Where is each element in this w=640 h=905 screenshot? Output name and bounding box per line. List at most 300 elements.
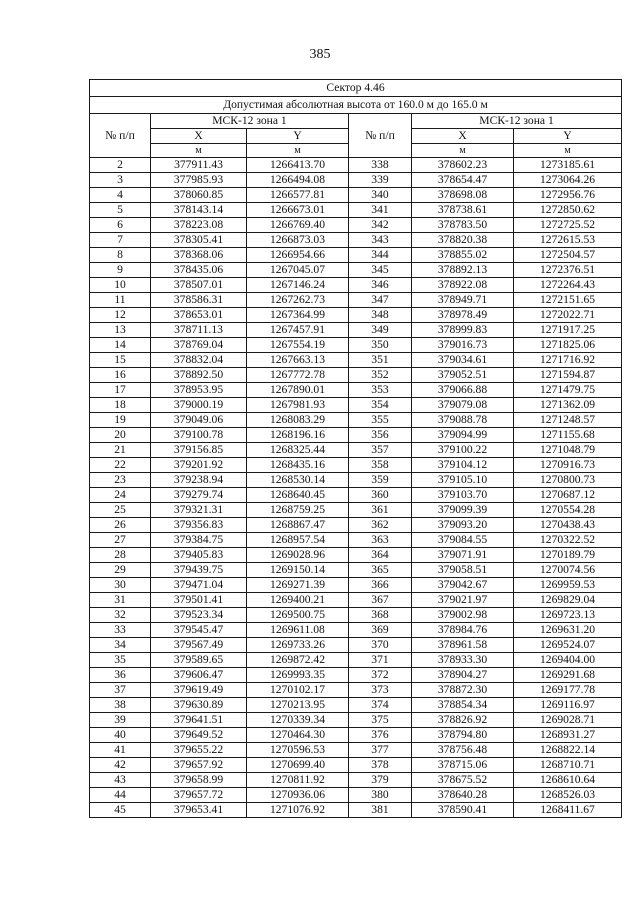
x-value-right: 379002.98: [412, 608, 514, 623]
x-value-right: 379042.67: [412, 578, 514, 593]
x-value-left: 379523.34: [151, 608, 247, 623]
coordinates-table: [89, 79, 622, 818]
point-number-left: 20: [90, 428, 151, 443]
point-number-right: 342: [349, 218, 412, 233]
x-value-left: 378769.04: [151, 338, 247, 353]
sector-title: Сектор 4.46: [90, 80, 622, 97]
y-value-right: 1269177.78: [514, 683, 622, 698]
x-value-left: 379545.47: [151, 623, 247, 638]
x-value-left: 378653.01: [151, 308, 247, 323]
y-value-left: 1270464.30: [247, 728, 349, 743]
point-number-left: 36: [90, 668, 151, 683]
point-number-right: 340: [349, 188, 412, 203]
y-value-right: 1270554.28: [514, 503, 622, 518]
y-value-left: 1267364.99: [247, 308, 349, 323]
x-unit-right: м: [412, 144, 514, 158]
point-number-left: 8: [90, 248, 151, 263]
point-number-right: 353: [349, 383, 412, 398]
point-number-left: 44: [90, 788, 151, 803]
table-row: [90, 653, 622, 668]
point-number-left: 9: [90, 263, 151, 278]
y-value-left: 1267045.07: [247, 263, 349, 278]
y-value-left: 1270596.53: [247, 743, 349, 758]
table-row: [90, 728, 622, 743]
y-value-left: 1270213.95: [247, 698, 349, 713]
y-value-left: 1270339.34: [247, 713, 349, 728]
table-row: [90, 248, 622, 263]
num-header-right: № п/п: [349, 114, 412, 158]
y-value-right: 1269631.20: [514, 623, 622, 638]
y-value-left: 1266769.40: [247, 218, 349, 233]
table-row: [90, 203, 622, 218]
x-value-right: 379100.22: [412, 443, 514, 458]
x-value-right: 379105.10: [412, 473, 514, 488]
x-value-left: 378953.95: [151, 383, 247, 398]
x-value-left: 379658.99: [151, 773, 247, 788]
point-number-right: 339: [349, 173, 412, 188]
num-header-left: № п/п: [90, 114, 151, 158]
y-value-left: 1267457.91: [247, 323, 349, 338]
point-number-left: 14: [90, 338, 151, 353]
table-row: [90, 383, 622, 398]
x-value-right: 379071.91: [412, 548, 514, 563]
x-value-left: 379641.51: [151, 713, 247, 728]
point-number-right: 346: [349, 278, 412, 293]
y-value-left: 1269500.75: [247, 608, 349, 623]
y-value-right: 1270916.73: [514, 458, 622, 473]
x-value-left: 379384.75: [151, 533, 247, 548]
y-value-right: 1271716.92: [514, 353, 622, 368]
x-value-right: 378984.76: [412, 623, 514, 638]
x-value-right: 379088.78: [412, 413, 514, 428]
y-value-left: 1270936.06: [247, 788, 349, 803]
point-number-right: 366: [349, 578, 412, 593]
y-value-right: 1269404.00: [514, 653, 622, 668]
table-row: [90, 443, 622, 458]
x-value-left: 379156.85: [151, 443, 247, 458]
point-number-right: 344: [349, 248, 412, 263]
y-header-right: Y: [514, 129, 622, 144]
table-row: [90, 803, 622, 818]
point-number-left: 6: [90, 218, 151, 233]
y-value-left: 1267981.93: [247, 398, 349, 413]
x-value-left: 379471.04: [151, 578, 247, 593]
y-value-right: 1272376.51: [514, 263, 622, 278]
point-number-left: 22: [90, 458, 151, 473]
x-value-left: 378435.06: [151, 263, 247, 278]
point-number-right: 375: [349, 713, 412, 728]
point-number-left: 19: [90, 413, 151, 428]
x-value-left: 379000.19: [151, 398, 247, 413]
y-value-left: 1266954.66: [247, 248, 349, 263]
x-value-right: 379052.51: [412, 368, 514, 383]
point-number-right: 371: [349, 653, 412, 668]
x-value-right: 379084.55: [412, 533, 514, 548]
y-value-left: 1268435.16: [247, 458, 349, 473]
y-value-left: 1268530.14: [247, 473, 349, 488]
point-number-right: 354: [349, 398, 412, 413]
x-value-right: 379016.73: [412, 338, 514, 353]
table-row: [90, 368, 622, 383]
point-number-right: 349: [349, 323, 412, 338]
x-value-right: 379094.99: [412, 428, 514, 443]
y-value-right: 1270438.43: [514, 518, 622, 533]
table-row: [90, 623, 622, 638]
table-row: [90, 683, 622, 698]
y-value-right: 1272725.52: [514, 218, 622, 233]
x-value-right: 378654.47: [412, 173, 514, 188]
y-value-right: 1269959.53: [514, 578, 622, 593]
point-number-right: 380: [349, 788, 412, 803]
y-value-right: 1271362.09: [514, 398, 622, 413]
y-value-left: 1266413.70: [247, 158, 349, 173]
point-number-left: 13: [90, 323, 151, 338]
table-row: [90, 413, 622, 428]
x-value-right: 378999.83: [412, 323, 514, 338]
x-value-right: 378872.30: [412, 683, 514, 698]
y-value-right: 1272850.62: [514, 203, 622, 218]
point-number-right: 372: [349, 668, 412, 683]
table-row: [90, 698, 622, 713]
x-value-left: 378143.14: [151, 203, 247, 218]
height-range: Допустимая абсолютная высота от 160.0 м до 165.0 м: [90, 97, 622, 114]
point-number-right: 341: [349, 203, 412, 218]
table-row: [90, 578, 622, 593]
x-value-right: 379034.61: [412, 353, 514, 368]
table-row: [90, 758, 622, 773]
x-unit-left: м: [151, 144, 247, 158]
y-value-left: 1267262.73: [247, 293, 349, 308]
x-value-left: 379100.78: [151, 428, 247, 443]
y-value-left: 1268640.45: [247, 488, 349, 503]
x-value-right: 378675.52: [412, 773, 514, 788]
x-value-right: 378855.02: [412, 248, 514, 263]
point-number-left: 24: [90, 488, 151, 503]
y-value-right: 1269291.68: [514, 668, 622, 683]
point-number-left: 43: [90, 773, 151, 788]
x-value-right: 379103.70: [412, 488, 514, 503]
y-value-right: 1273064.26: [514, 173, 622, 188]
point-number-right: 374: [349, 698, 412, 713]
x-value-right: 378933.30: [412, 653, 514, 668]
y-value-left: 1266673.01: [247, 203, 349, 218]
x-value-left: 379201.92: [151, 458, 247, 473]
x-value-right: 378961.58: [412, 638, 514, 653]
y-value-right: 1270074.56: [514, 563, 622, 578]
zone-label-right: МСК-12 зона 1: [412, 114, 622, 129]
y-value-right: 1268411.67: [514, 803, 622, 818]
table-row: [90, 278, 622, 293]
point-number-left: 11: [90, 293, 151, 308]
y-value-left: 1270699.40: [247, 758, 349, 773]
y-value-left: 1269150.14: [247, 563, 349, 578]
x-value-right: 378949.71: [412, 293, 514, 308]
x-value-left: 379657.92: [151, 758, 247, 773]
x-value-left: 379356.83: [151, 518, 247, 533]
y-value-right: 1271155.68: [514, 428, 622, 443]
table-row: [90, 173, 622, 188]
x-value-left: 379567.49: [151, 638, 247, 653]
page-number: 385: [309, 47, 331, 62]
x-value-right: 378978.49: [412, 308, 514, 323]
y-value-right: 1270800.73: [514, 473, 622, 488]
point-number-left: 12: [90, 308, 151, 323]
y-value-right: 1270189.79: [514, 548, 622, 563]
x-value-left: 379653.41: [151, 803, 247, 818]
point-number-left: 33: [90, 623, 151, 638]
y-value-left: 1266873.03: [247, 233, 349, 248]
y-value-right: 1268931.27: [514, 728, 622, 743]
point-number-right: 348: [349, 308, 412, 323]
point-number-left: 10: [90, 278, 151, 293]
x-value-left: 378711.13: [151, 323, 247, 338]
y-value-left: 1269611.08: [247, 623, 349, 638]
point-number-right: 347: [349, 293, 412, 308]
table-row: [90, 488, 622, 503]
y-value-left: 1270102.17: [247, 683, 349, 698]
y-value-left: 1267146.24: [247, 278, 349, 293]
point-number-left: 5: [90, 203, 151, 218]
table-row: [90, 458, 622, 473]
point-number-left: 31: [90, 593, 151, 608]
table-row: [90, 338, 622, 353]
point-number-right: 367: [349, 593, 412, 608]
x-value-left: 379405.83: [151, 548, 247, 563]
point-number-left: 42: [90, 758, 151, 773]
y-unit-right: м: [514, 144, 622, 158]
point-number-right: 369: [349, 623, 412, 638]
y-value-left: 1269400.21: [247, 593, 349, 608]
point-number-right: 358: [349, 458, 412, 473]
point-number-left: 17: [90, 383, 151, 398]
point-number-right: 365: [349, 563, 412, 578]
x-value-right: 379093.20: [412, 518, 514, 533]
y-value-left: 1267890.01: [247, 383, 349, 398]
table-row: [90, 503, 622, 518]
point-number-left: 18: [90, 398, 151, 413]
x-value-left: 378223.08: [151, 218, 247, 233]
table-row: [90, 713, 622, 728]
point-number-right: 368: [349, 608, 412, 623]
point-number-right: 378: [349, 758, 412, 773]
y-value-right: 1269524.07: [514, 638, 622, 653]
table-row: [90, 398, 622, 413]
point-number-left: 4: [90, 188, 151, 203]
y-value-right: 1268610.64: [514, 773, 622, 788]
point-number-right: 343: [349, 233, 412, 248]
y-value-right: 1271917.25: [514, 323, 622, 338]
y-value-right: 1270322.52: [514, 533, 622, 548]
y-value-left: 1271076.92: [247, 803, 349, 818]
y-value-left: 1268083.29: [247, 413, 349, 428]
point-number-left: 16: [90, 368, 151, 383]
table-row: [90, 788, 622, 803]
y-value-left: 1270811.92: [247, 773, 349, 788]
x-value-right: 378922.08: [412, 278, 514, 293]
point-number-right: 351: [349, 353, 412, 368]
x-value-left: 379238.94: [151, 473, 247, 488]
x-value-left: 378832.04: [151, 353, 247, 368]
table-row: [90, 668, 622, 683]
x-value-right: 378904.27: [412, 668, 514, 683]
table-row: [90, 608, 622, 623]
point-number-left: 37: [90, 683, 151, 698]
point-number-left: 30: [90, 578, 151, 593]
x-value-right: 379079.08: [412, 398, 514, 413]
point-number-right: 352: [349, 368, 412, 383]
x-value-right: 379066.88: [412, 383, 514, 398]
point-number-right: 364: [349, 548, 412, 563]
y-value-right: 1269116.97: [514, 698, 622, 713]
y-value-left: 1269872.42: [247, 653, 349, 668]
x-value-left: 377911.43: [151, 158, 247, 173]
x-value-left: 379619.49: [151, 683, 247, 698]
point-number-right: 345: [349, 263, 412, 278]
point-number-left: 29: [90, 563, 151, 578]
x-value-left: 378507.01: [151, 278, 247, 293]
table-row: [90, 293, 622, 308]
x-value-right: 378756.48: [412, 743, 514, 758]
point-number-left: 41: [90, 743, 151, 758]
table-row: [90, 218, 622, 233]
x-value-left: 378892.50: [151, 368, 247, 383]
point-number-left: 3: [90, 173, 151, 188]
x-value-right: 378820.38: [412, 233, 514, 248]
table-row: [90, 308, 622, 323]
y-value-left: 1268325.44: [247, 443, 349, 458]
table-row: [90, 773, 622, 788]
table-row: [90, 473, 622, 488]
y-value-right: 1272615.53: [514, 233, 622, 248]
x-header-left: X: [151, 129, 247, 144]
table-row: [90, 158, 622, 173]
x-value-left: 378305.41: [151, 233, 247, 248]
y-value-left: 1269028.96: [247, 548, 349, 563]
y-value-right: 1271248.57: [514, 413, 622, 428]
x-value-right: 379099.39: [412, 503, 514, 518]
y-value-left: 1269993.35: [247, 668, 349, 683]
point-number-right: 356: [349, 428, 412, 443]
x-value-right: 379021.97: [412, 593, 514, 608]
x-header-right: X: [412, 129, 514, 144]
point-number-right: 370: [349, 638, 412, 653]
y-value-right: 1269028.71: [514, 713, 622, 728]
x-value-left: 379049.06: [151, 413, 247, 428]
x-value-left: 379589.65: [151, 653, 247, 668]
x-value-left: 378060.85: [151, 188, 247, 203]
point-number-right: 338: [349, 158, 412, 173]
point-number-right: 357: [349, 443, 412, 458]
table-body: [90, 158, 622, 818]
table-row: [90, 353, 622, 368]
table-row: [90, 263, 622, 278]
y-value-right: 1271479.75: [514, 383, 622, 398]
point-number-left: 15: [90, 353, 151, 368]
x-value-right: 378698.08: [412, 188, 514, 203]
x-value-right: 378783.50: [412, 218, 514, 233]
y-value-right: 1269829.04: [514, 593, 622, 608]
y-value-right: 1270687.12: [514, 488, 622, 503]
point-number-right: 355: [349, 413, 412, 428]
y-value-left: 1266494.08: [247, 173, 349, 188]
point-number-left: 2: [90, 158, 151, 173]
point-number-left: 27: [90, 533, 151, 548]
table-row: [90, 518, 622, 533]
y-value-right: 1272022.71: [514, 308, 622, 323]
point-number-right: 376: [349, 728, 412, 743]
x-value-left: 379657.72: [151, 788, 247, 803]
point-number-left: 32: [90, 608, 151, 623]
table-row: [90, 743, 622, 758]
x-value-right: 379104.12: [412, 458, 514, 473]
x-value-right: 379058.51: [412, 563, 514, 578]
point-number-right: 379: [349, 773, 412, 788]
y-unit-left: м: [247, 144, 349, 158]
x-value-right: 378715.06: [412, 758, 514, 773]
point-number-left: 26: [90, 518, 151, 533]
point-number-left: 23: [90, 473, 151, 488]
y-value-left: 1267554.19: [247, 338, 349, 353]
point-number-right: 362: [349, 518, 412, 533]
y-value-left: 1268957.54: [247, 533, 349, 548]
y-value-left: 1267772.78: [247, 368, 349, 383]
x-value-right: 378854.34: [412, 698, 514, 713]
x-value-left: 378368.06: [151, 248, 247, 263]
y-value-right: 1271594.87: [514, 368, 622, 383]
x-value-right: 378602.23: [412, 158, 514, 173]
x-value-left: 379655.22: [151, 743, 247, 758]
point-number-left: 21: [90, 443, 151, 458]
y-value-right: 1273185.61: [514, 158, 622, 173]
x-value-right: 378794.80: [412, 728, 514, 743]
x-value-right: 378826.92: [412, 713, 514, 728]
table-row: [90, 188, 622, 203]
x-value-right: 378640.28: [412, 788, 514, 803]
y-value-left: 1267663.13: [247, 353, 349, 368]
point-number-right: 381: [349, 803, 412, 818]
point-number-left: 25: [90, 503, 151, 518]
table-row: [90, 428, 622, 443]
table-row: [90, 593, 622, 608]
y-value-right: 1268710.71: [514, 758, 622, 773]
y-value-right: 1272264.43: [514, 278, 622, 293]
y-header-left: Y: [247, 129, 349, 144]
point-number-left: 38: [90, 698, 151, 713]
table-row: [90, 563, 622, 578]
y-value-left: 1268759.25: [247, 503, 349, 518]
x-value-right: 378738.61: [412, 203, 514, 218]
point-number-left: 39: [90, 713, 151, 728]
x-value-left: 379606.47: [151, 668, 247, 683]
table-row: [90, 233, 622, 248]
table-row: [90, 533, 622, 548]
y-value-right: 1271825.06: [514, 338, 622, 353]
y-value-right: 1269723.13: [514, 608, 622, 623]
point-number-right: 377: [349, 743, 412, 758]
point-number-left: 35: [90, 653, 151, 668]
point-number-right: 350: [349, 338, 412, 353]
point-number-left: 45: [90, 803, 151, 818]
y-value-left: 1268196.16: [247, 428, 349, 443]
y-value-left: 1269733.26: [247, 638, 349, 653]
x-value-left: 379321.31: [151, 503, 247, 518]
table-row: [90, 323, 622, 338]
x-value-left: 377985.93: [151, 173, 247, 188]
point-number-right: 363: [349, 533, 412, 548]
y-value-right: 1272151.65: [514, 293, 622, 308]
x-value-left: 379279.74: [151, 488, 247, 503]
point-number-right: 360: [349, 488, 412, 503]
